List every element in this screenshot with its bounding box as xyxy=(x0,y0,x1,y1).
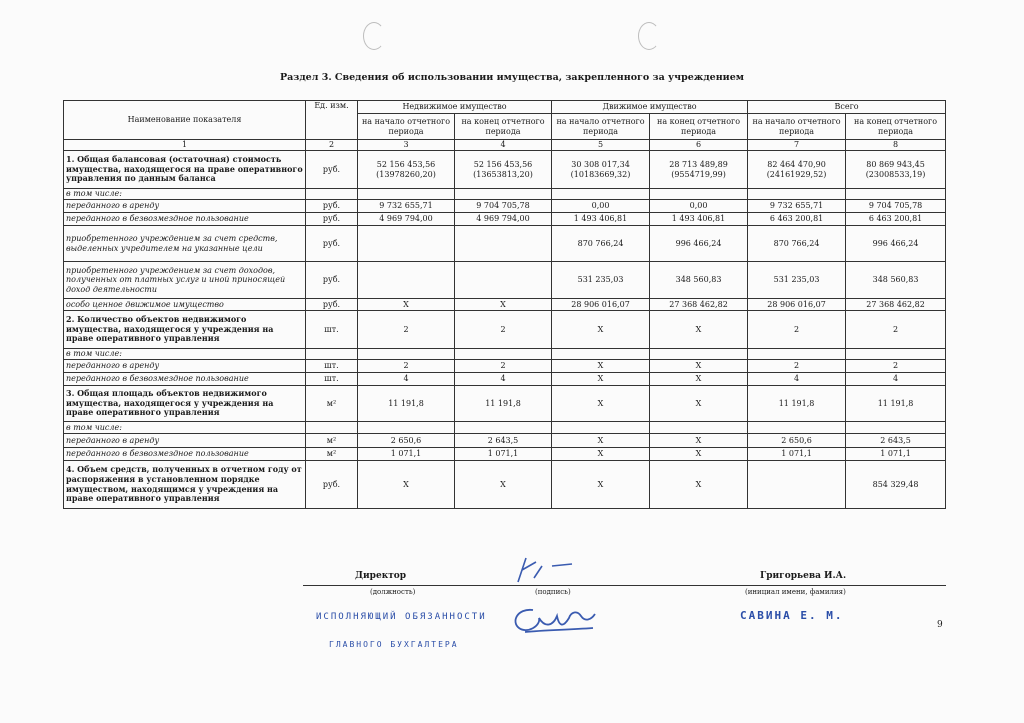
unit-cell: руб. xyxy=(306,262,358,299)
value-cell xyxy=(650,422,748,434)
value-cell xyxy=(846,422,946,434)
indicator-name: в том числе: xyxy=(64,422,306,434)
value-cell: 2 xyxy=(748,311,846,349)
value-cell: 996 466,24 xyxy=(846,226,946,262)
value-cell xyxy=(455,226,552,262)
value-cell: 11 191,8 xyxy=(358,386,455,422)
value-cell xyxy=(748,189,846,200)
value-cell: 1 071,1 xyxy=(455,448,552,461)
value-cell: 2 650,6 xyxy=(748,434,846,448)
value-cell: 2 xyxy=(358,311,455,349)
header-real-estate: Недвижимое имущество xyxy=(358,101,552,114)
value-cell: 28 713 489,89 (9554719,99) xyxy=(650,151,748,189)
value-cell: 9 732 655,71 xyxy=(748,200,846,213)
table-row xyxy=(64,349,946,360)
value-cell: Х xyxy=(552,311,650,349)
stamp-line1: ИСПОЛНЯЮЩИЙ ОБЯЗАННОСТИ xyxy=(316,612,487,622)
indicator-name: переданного в безвозмездное пользование xyxy=(64,448,306,461)
sign-caption: (подпись) xyxy=(535,588,571,596)
indicator-name: переданного в аренду xyxy=(64,434,306,448)
value-cell: 82 464 470,90 (24161929,52) xyxy=(748,151,846,189)
stamp-name: САВИНА Е. М. xyxy=(740,609,844,622)
unit-cell: руб. xyxy=(306,213,358,226)
column-number-row xyxy=(64,140,946,151)
value-cell: 28 906 016,07 xyxy=(748,299,846,311)
value-cell xyxy=(650,189,748,200)
director-name: Григорьева И.А. xyxy=(760,571,847,581)
signature-line xyxy=(303,585,946,586)
value-cell: Х xyxy=(650,360,748,373)
unit-cell xyxy=(306,189,358,200)
value-cell: 27 368 462,82 xyxy=(846,299,946,311)
value-cell: 2 xyxy=(455,311,552,349)
punch-hole-right xyxy=(638,22,660,50)
value-cell xyxy=(358,226,455,262)
value-cell: 2 xyxy=(846,311,946,349)
unit-cell: руб. xyxy=(306,226,358,262)
value-cell: 870 766,24 xyxy=(748,226,846,262)
value-cell: 870 766,24 xyxy=(552,226,650,262)
value-cell: 6 463 200,81 xyxy=(846,213,946,226)
indicator-name: 1. Общая балансовая (остаточная) стоимость имущества, находящегося на праве оперативного управления по данным баланса xyxy=(64,151,306,189)
header-end: на конец отчетного периода xyxy=(650,114,748,140)
table-row xyxy=(64,311,946,349)
table-row xyxy=(64,189,946,200)
value-cell: 27 368 462,82 xyxy=(650,299,748,311)
value-cell: Х xyxy=(552,360,650,373)
value-cell: 4 xyxy=(358,373,455,386)
value-cell xyxy=(552,422,650,434)
unit-cell: руб. xyxy=(306,299,358,311)
indicator-name: приобретенного учреждением за счет средств, выделенных учредителем на указанные цели xyxy=(64,226,306,262)
value-cell: 80 869 943,45 (23008533,19) xyxy=(846,151,946,189)
value-cell: 1 071,1 xyxy=(846,448,946,461)
value-cell: Х xyxy=(650,461,748,509)
value-cell: Х xyxy=(552,386,650,422)
value-cell: 30 308 017,34 (10183669,32) xyxy=(552,151,650,189)
value-cell xyxy=(455,189,552,200)
value-cell: 0,00 xyxy=(650,200,748,213)
indicator-name: 2. Количество объектов недвижимого имущества, находящегося у учреждения на праве оперативного управления xyxy=(64,311,306,349)
value-cell: 4 xyxy=(455,373,552,386)
stamp-line2: ГЛАВНОГО БУХГАЛТЕРА xyxy=(329,640,459,649)
punch-hole-left xyxy=(363,22,385,50)
unit-cell: м² xyxy=(306,448,358,461)
indicator-name: особо ценное движимое имущество xyxy=(64,299,306,311)
page-number: 9 xyxy=(937,620,943,630)
value-cell: Х xyxy=(455,461,552,509)
value-cell: Х xyxy=(650,311,748,349)
table-row xyxy=(64,299,946,311)
value-cell: 2 643,5 xyxy=(846,434,946,448)
value-cell xyxy=(358,349,455,360)
value-cell: 0,00 xyxy=(552,200,650,213)
value-cell: Х xyxy=(552,461,650,509)
value-cell: 9 732 655,71 xyxy=(358,200,455,213)
unit-cell: м² xyxy=(306,434,358,448)
indicator-name: 3. Общая площадь объектов недвижимого имущества, находящегося у учреждения на праве оперативного управления xyxy=(64,386,306,422)
indicator-name: переданного в аренду xyxy=(64,360,306,373)
value-cell xyxy=(748,461,846,509)
column-number: 1 xyxy=(64,140,306,151)
value-cell: 2 xyxy=(748,360,846,373)
value-cell: Х xyxy=(358,299,455,311)
table-row xyxy=(64,461,946,509)
indicator-name: приобретенного учреждением за счет доходов, полученных от платных услуг и иной приносящей доход деятельности xyxy=(64,262,306,299)
column-number: 8 xyxy=(846,140,946,151)
value-cell: Х xyxy=(552,434,650,448)
value-cell xyxy=(358,189,455,200)
unit-cell: руб. xyxy=(306,461,358,509)
director-signature-icon xyxy=(512,552,582,588)
position-caption: (должность) xyxy=(370,588,416,596)
value-cell: Х xyxy=(650,373,748,386)
value-cell: Х xyxy=(650,448,748,461)
value-cell: 996 466,24 xyxy=(650,226,748,262)
unit-cell: руб. xyxy=(306,151,358,189)
value-cell: 2 xyxy=(455,360,552,373)
accountant-signature-icon xyxy=(505,600,600,638)
header-total: Всего xyxy=(748,101,946,114)
value-cell: 348 560,83 xyxy=(846,262,946,299)
value-cell: 6 463 200,81 xyxy=(748,213,846,226)
value-cell: 2 650,6 xyxy=(358,434,455,448)
value-cell: 348 560,83 xyxy=(650,262,748,299)
property-table xyxy=(63,100,946,509)
value-cell: 1 071,1 xyxy=(748,448,846,461)
value-cell: 531 235,03 xyxy=(552,262,650,299)
value-cell: Х xyxy=(552,373,650,386)
value-cell: 4 xyxy=(748,373,846,386)
column-number: 4 xyxy=(455,140,552,151)
value-cell: Х xyxy=(358,461,455,509)
value-cell xyxy=(846,349,946,360)
value-cell xyxy=(748,422,846,434)
column-number: 2 xyxy=(306,140,358,151)
value-cell xyxy=(552,189,650,200)
indicator-name: переданного в аренду xyxy=(64,200,306,213)
table-row xyxy=(64,151,946,189)
director-position: Директор xyxy=(355,571,407,581)
value-cell: Х xyxy=(650,386,748,422)
table-row xyxy=(64,213,946,226)
value-cell xyxy=(455,422,552,434)
table-row xyxy=(64,448,946,461)
table-row xyxy=(64,226,946,262)
value-cell: 9 704 705,78 xyxy=(846,200,946,213)
value-cell: 854 329,48 xyxy=(846,461,946,509)
value-cell: 1 071,1 xyxy=(358,448,455,461)
column-number: 7 xyxy=(748,140,846,151)
value-cell: 1 493 406,81 xyxy=(650,213,748,226)
indicator-name: переданного в безвозмездное пользование xyxy=(64,213,306,226)
table-row xyxy=(64,386,946,422)
value-cell: 4 969 794,00 xyxy=(455,213,552,226)
value-cell: Х xyxy=(552,448,650,461)
header-end: на конец отчетного периода xyxy=(846,114,946,140)
indicator-name: 4. Объем средств, полученных в отчетном году от распоряжения в установленном порядке имуществом, находящимся у учреждения на праве оперативного управления xyxy=(64,461,306,509)
value-cell: Х xyxy=(455,299,552,311)
table-row xyxy=(64,434,946,448)
header-name: Наименование показателя xyxy=(64,101,306,140)
unit-cell: шт. xyxy=(306,360,358,373)
value-cell: 52 156 453,56 (13653813,20) xyxy=(455,151,552,189)
indicator-name: переданного в безвозмездное пользование xyxy=(64,373,306,386)
header-start: на начало отчетного периода xyxy=(748,114,846,140)
value-cell xyxy=(748,349,846,360)
value-cell xyxy=(455,349,552,360)
value-cell: 11 191,8 xyxy=(455,386,552,422)
value-cell: 2 xyxy=(846,360,946,373)
indicator-name: в том числе: xyxy=(64,189,306,200)
name-caption: (инициал имени, фамилия) xyxy=(745,588,846,596)
header-end: на конец отчетного периода xyxy=(455,114,552,140)
unit-cell: м² xyxy=(306,386,358,422)
unit-cell xyxy=(306,422,358,434)
value-cell: 28 906 016,07 xyxy=(552,299,650,311)
value-cell: 9 704 705,78 xyxy=(455,200,552,213)
table-row xyxy=(64,262,946,299)
value-cell: 4 xyxy=(846,373,946,386)
value-cell: Х xyxy=(650,434,748,448)
value-cell xyxy=(846,189,946,200)
value-cell: 4 969 794,00 xyxy=(358,213,455,226)
value-cell xyxy=(358,422,455,434)
value-cell xyxy=(358,262,455,299)
unit-cell: шт. xyxy=(306,373,358,386)
indicator-name: в том числе: xyxy=(64,349,306,360)
table-row xyxy=(64,200,946,213)
value-cell: 2 643,5 xyxy=(455,434,552,448)
value-cell: 52 156 453,56 (13978260,20) xyxy=(358,151,455,189)
table-row xyxy=(64,373,946,386)
header-start: на начало отчетного периода xyxy=(358,114,455,140)
column-number: 6 xyxy=(650,140,748,151)
unit-cell: шт. xyxy=(306,311,358,349)
table-row xyxy=(64,422,946,434)
value-cell: 11 191,8 xyxy=(846,386,946,422)
value-cell xyxy=(455,262,552,299)
value-cell: 531 235,03 xyxy=(748,262,846,299)
value-cell xyxy=(552,349,650,360)
header-unit: Ед. изм. xyxy=(306,101,358,140)
value-cell: 2 xyxy=(358,360,455,373)
header-movable: Движимое имущество xyxy=(552,101,748,114)
column-number: 5 xyxy=(552,140,650,151)
section-title: Раздел 3. Сведения об использовании имущества, закрепленного за учреждением xyxy=(279,72,745,83)
header-start: на начало отчетного периода xyxy=(552,114,650,140)
unit-cell: руб. xyxy=(306,200,358,213)
value-cell xyxy=(650,349,748,360)
value-cell: 1 493 406,81 xyxy=(552,213,650,226)
value-cell: 11 191,8 xyxy=(748,386,846,422)
table-row xyxy=(64,360,946,373)
column-number: 3 xyxy=(358,140,455,151)
unit-cell xyxy=(306,349,358,360)
